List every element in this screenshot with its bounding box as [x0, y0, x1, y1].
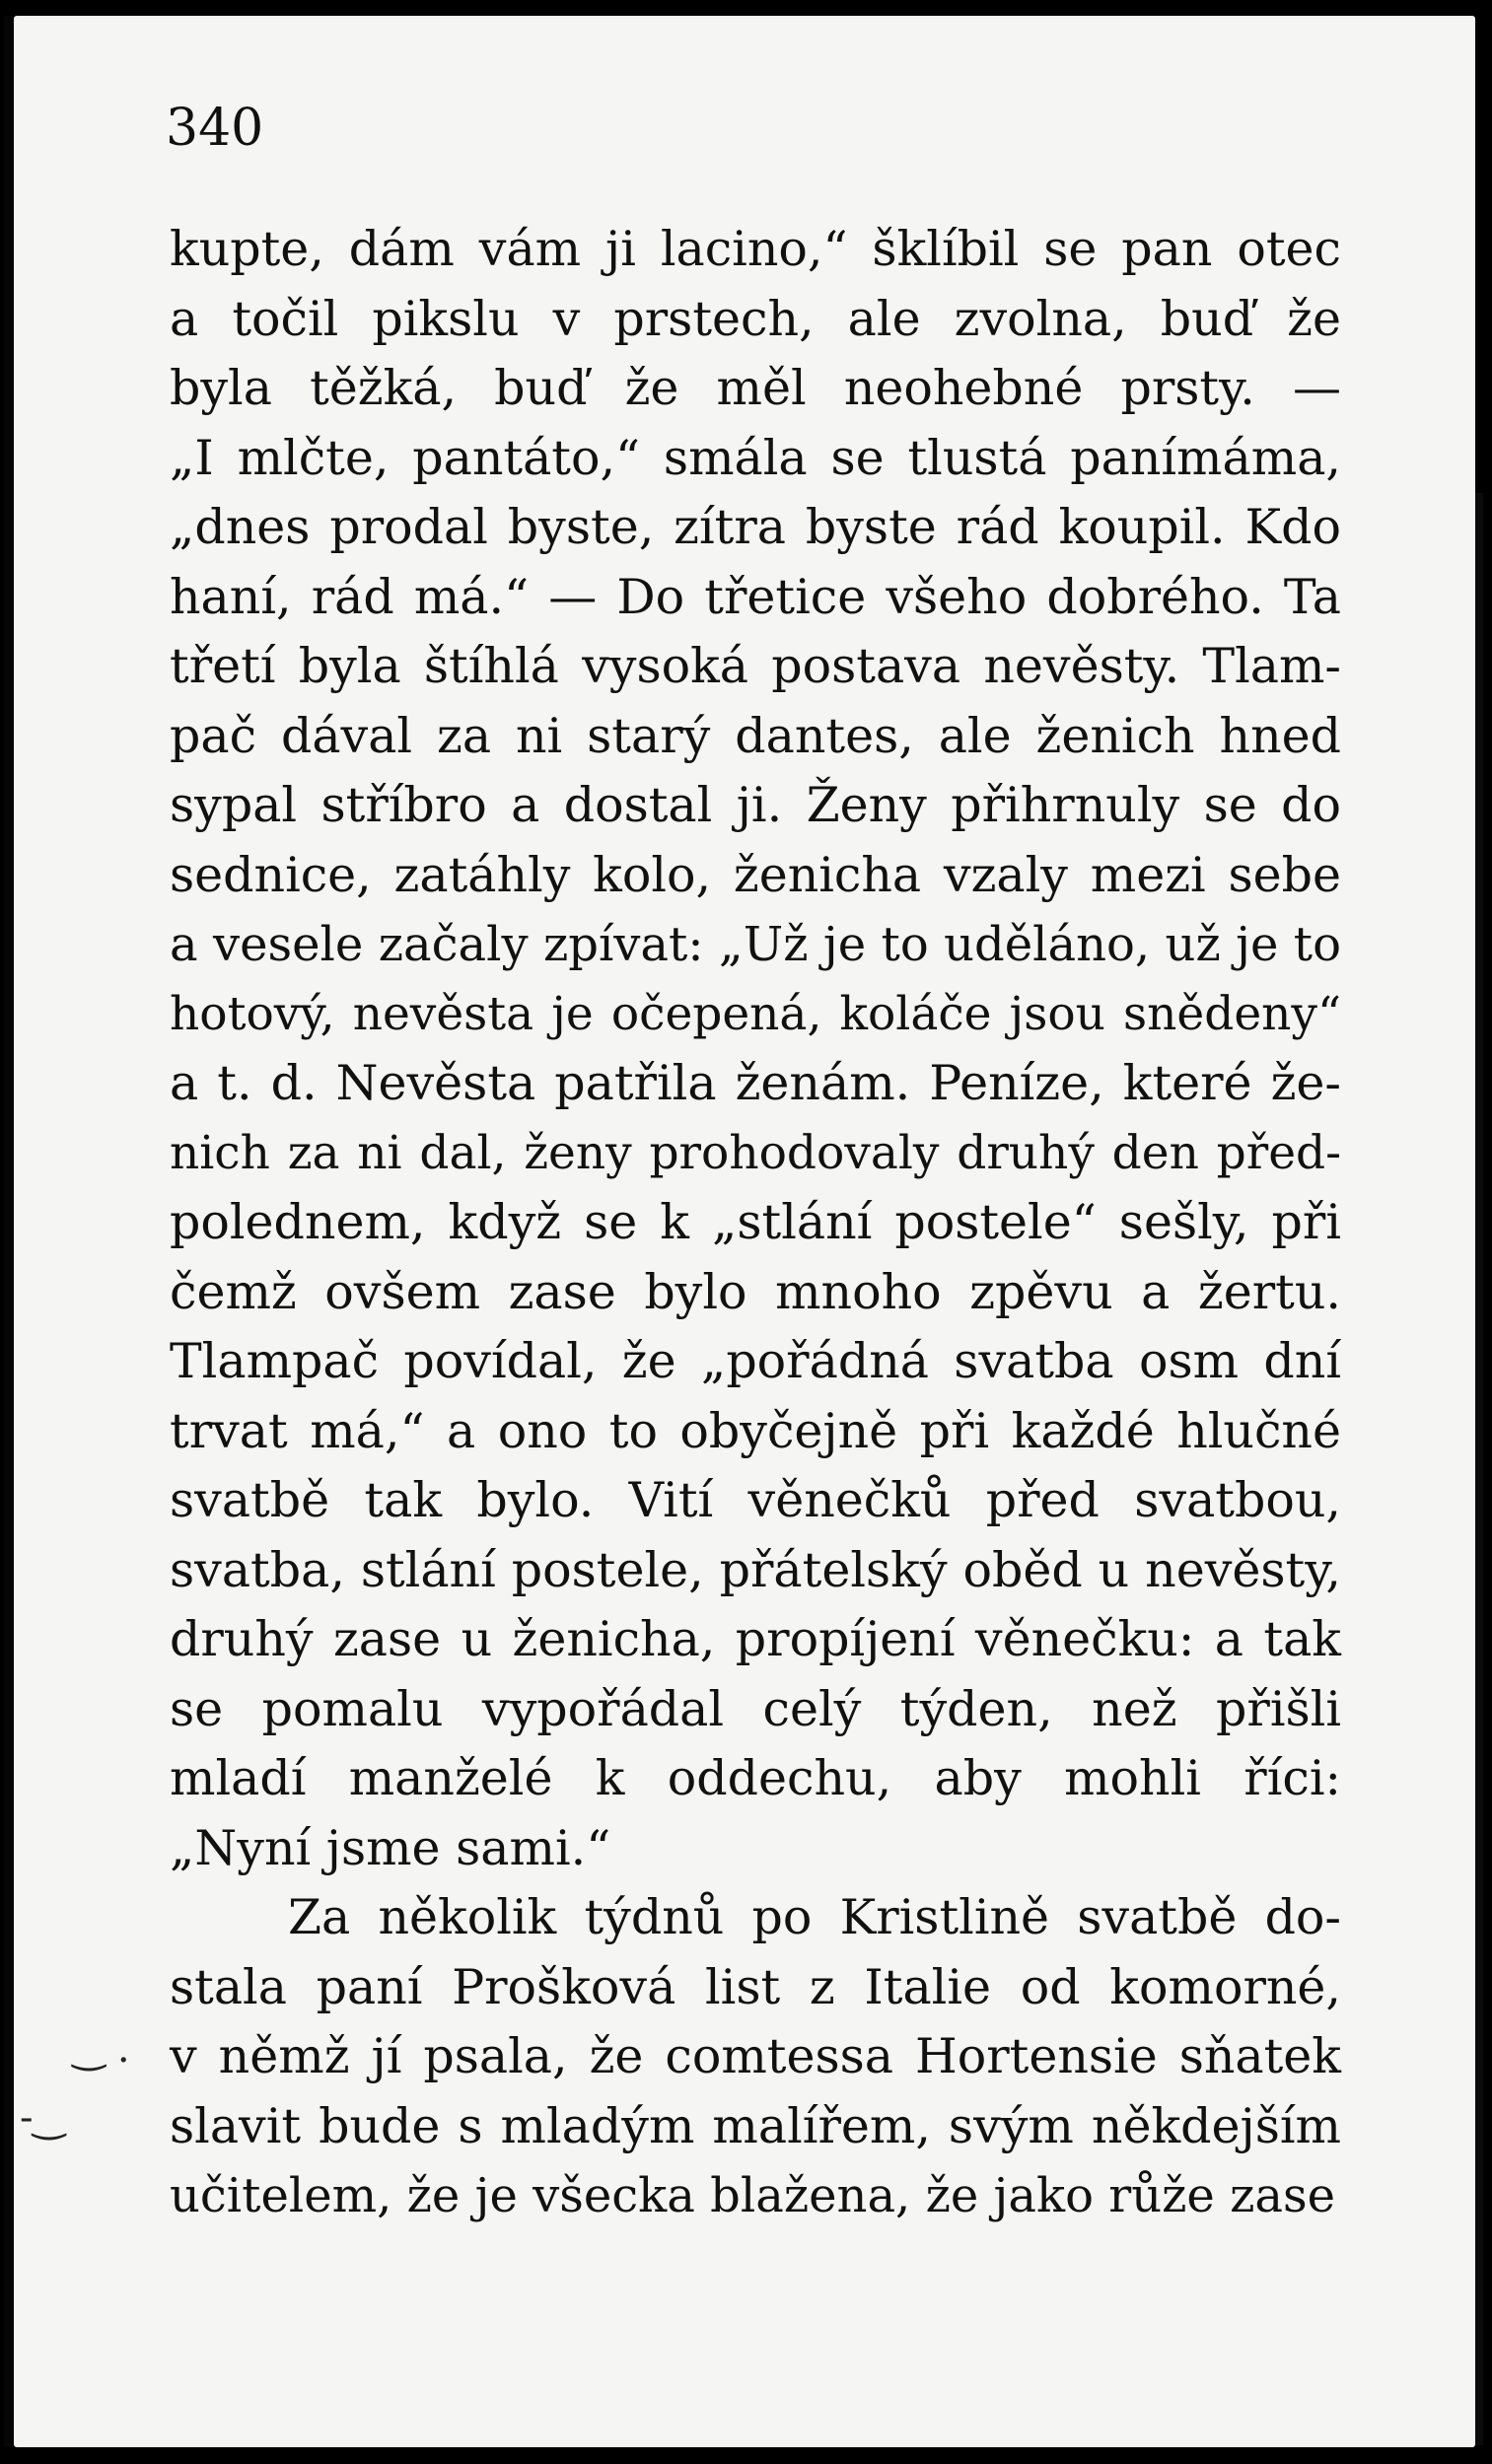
text-line: třetí byla štíhlá vysoká postava nevěsty. Tlam- [170, 638, 1341, 694]
text-line: sypal stříbro a dostal ji. Ženy přihrnuly se do [170, 777, 1341, 833]
text-line: polednem, když se k „stlání postele“ sešly, při [170, 1194, 1341, 1250]
text-line: se pomalu vypořádal celý týden, než přišli [170, 1680, 1341, 1737]
text-line: svatba, stlání postele, přátelský oběd u nevěsty, [170, 1541, 1341, 1598]
text-line: a točil pikslu v prstech, ale zvolna, buď že [170, 290, 1341, 347]
text-line: učitelem, že je všecka blažena, že jako růže zase [170, 2168, 1336, 2223]
text-line: haní, rád má.“ — Do třetice všeho dobrého. Ta [170, 568, 1341, 625]
text-line: druhý zase u ženicha, propíjení věnečku: a tak [170, 1611, 1341, 1667]
text-line: a t. d. Nevěsta patřila ženám. Peníze, které že- [170, 1055, 1341, 1111]
text-line: slavit bude s mladým malířem, svým někdejším [170, 2097, 1341, 2154]
text-line: Za několik týdnů po Kristlině svatbě do- [288, 1889, 1341, 1945]
margin-mark-2: -‿ [20, 2095, 65, 2141]
page-number: 340 [166, 99, 264, 158]
text-line: mladí manželé k oddechu, aby mohli říci: [170, 1750, 1341, 1806]
text-line: v němž jí psala, že comtessa Hortensie sňatek [170, 2028, 1341, 2084]
text-line: nich za ni dal, ženy prohodovaly druhý den před- [170, 1125, 1341, 1180]
text-line: stala paní Prošková list z Italie od komorné, [170, 1958, 1341, 2015]
text-line: Tlampač povídal, že „pořádná svatba osm dní [170, 1333, 1341, 1389]
text-line: „dnes prodal byste, zítra byste rád koupil. Kdo [170, 499, 1341, 555]
text-line: byla těžká, buď že měl neohebné prsty. — [170, 360, 1341, 416]
page-right-shadow [1475, 493, 1483, 2445]
text-line: „I mlčte, pantáto,“ smála se tlustá panímáma, [170, 429, 1341, 486]
text-line: sednice, zatáhly kolo, ženicha vzaly mezi sebe [170, 846, 1341, 903]
text-line: hotový, nevěsta je očepená, koláče jsou snědeny“ [170, 986, 1341, 1041]
text-line: čemž ovšem zase bylo mnoho zpěvu a žertu. [170, 1263, 1341, 1320]
text-line: a vesele začaly zpívat: „Už je to uděláno, už je to [170, 917, 1341, 972]
text-line: trvat má,“ a ono to obyčejně při každé hlučné [170, 1402, 1341, 1459]
text-line: „Nyní jsme sami.“ [170, 1819, 611, 1876]
page-left-shadow [4, 16, 14, 2447]
text-line: kupte, dám vám ji lacino,“ šklíbil se pan otec [170, 221, 1341, 277]
text-line: pač dával za ni starý dantes, ale ženich hned [170, 707, 1341, 764]
margin-mark-1: ‿ . [73, 2026, 130, 2072]
body-text [170, 215, 1341, 2231]
text-line: svatbě tak bylo. Vití věnečků před svatbou, [170, 1472, 1341, 1528]
